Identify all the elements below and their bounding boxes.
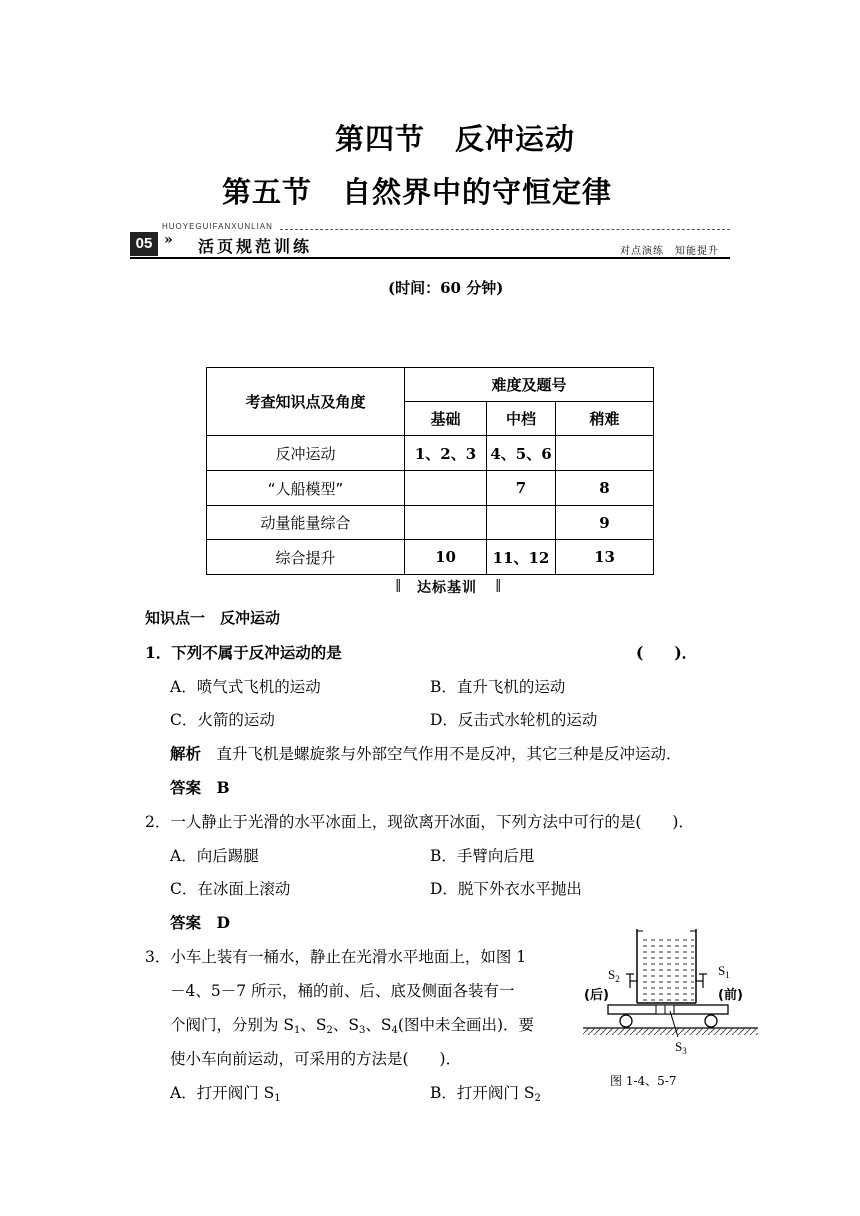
q1-option-b: B．直升飞机的运动 (430, 678, 566, 696)
table-cell-topic: 动量能量综合 (207, 506, 405, 540)
section-tag (395, 577, 505, 595)
q3-subscript: 1 (294, 1025, 301, 1036)
title-section-5: 第五节 自然界中的守恒定律 (222, 175, 613, 209)
cart-bucket-figure (578, 925, 768, 1065)
table-cell-basic: 10 (405, 540, 487, 575)
q3-option-text: B．打开阀门 S (430, 1084, 535, 1102)
analysis-text: 直升飞机是螺旋浆与外部空气作用不是反冲，其它三种是反冲运动． (216, 745, 682, 763)
q3-subscript: 2 (326, 1025, 333, 1036)
question-3-line-2: －4、5－7 所示，桶的前、后、底及侧面各装有一 (170, 982, 515, 1000)
label-s2: $S_2$ (608, 967, 620, 984)
title-section-4: 第四节 反冲运动 (335, 122, 576, 156)
table-cell-medium (487, 506, 556, 540)
table-cell-medium: 4、5、6 (487, 436, 556, 471)
table-header-hard: 稍难 (556, 402, 654, 436)
answer-label: 答案 (170, 779, 202, 797)
question-2-stem: 2．一人静止于光滑的水平冰面上，现欲离开冰面，下列方法中可行的是( )． (145, 813, 694, 831)
cart (583, 1005, 758, 1037)
q3-option-text: A．打开阀门 S (170, 1084, 275, 1102)
table-cell-topic: 综合提升 (207, 540, 405, 575)
q3-subscript: 3 (359, 1025, 366, 1036)
table-cell-basic (405, 506, 487, 540)
question-3-line-4: 使小车向前运动，可采用的方法是( )． (170, 1050, 462, 1068)
banner-right-text: 对点演练 知能提升 (620, 246, 719, 257)
table-header-basic: 基础 (405, 402, 487, 436)
label-s3: $S_3$ (675, 1039, 687, 1056)
table-header-topic: 考查知识点及角度 (207, 368, 405, 436)
answer-label: 答案 (170, 914, 202, 932)
analysis-label: 解析 (170, 745, 202, 763)
valve-s1 (696, 974, 707, 988)
table-header-medium: 中档 (487, 402, 556, 436)
table-row (207, 506, 654, 540)
q1-option-a: A．喷气式飞机的运动 (170, 678, 321, 696)
table-cell-hard: 9 (556, 506, 654, 540)
q3-text: 、S (300, 1016, 327, 1034)
banner-number: 05 (130, 232, 158, 256)
q1-stem-text: 1．下列不属于反冲运动的是 (145, 643, 342, 662)
table-cell-hard (556, 436, 654, 471)
tag-bar-icon: ‖ (495, 578, 500, 593)
knowledge-point-heading: 知识点一 反冲运动 (145, 609, 281, 627)
table-cell-topic: “人船模型” (207, 471, 405, 506)
q3-subscript: 4 (391, 1025, 398, 1036)
label-back: (后) (584, 988, 609, 1003)
table-cell-basic: 1、2、3 (405, 436, 487, 471)
q2-answer (170, 911, 230, 933)
q3-text: (图中未全画出)．要 (397, 1016, 535, 1034)
banner-pinyin: HUOYEGUIFANXUNLIAN (162, 222, 273, 231)
q2-option-a: A．向后踢腿 (170, 847, 259, 865)
q1-answer (170, 776, 230, 798)
table-cell-medium: 11、12 (487, 540, 556, 575)
question-3-line-3 (170, 1013, 534, 1036)
q2-option-c: C．在冰面上滚动 (170, 880, 291, 898)
time-limit: (时间：60 分钟) (388, 279, 504, 297)
tag-bar-icon: ‖ (395, 578, 400, 593)
table-row (207, 540, 654, 575)
section-banner (130, 222, 730, 260)
table-cell-basic (405, 471, 487, 506)
q1-analysis (170, 742, 682, 764)
label-s1: $S_1$ (718, 963, 730, 980)
q3-option-a (170, 1081, 281, 1104)
q1-option-c: C．火箭的运动 (170, 711, 275, 729)
table-row (207, 471, 654, 506)
q1-option-d: D．反击式水轮机的运动 (430, 711, 598, 729)
table-cell-medium: 7 (487, 471, 556, 506)
table-header-difficulty: 难度及题号 (405, 368, 654, 402)
figure-caption: 图 1-4、5-7 (610, 1074, 677, 1088)
question-3-line-1: 3．小车上装有一桶水，静止在光滑水平地面上，如图 1 (145, 948, 527, 966)
banner-underline (130, 257, 730, 259)
banner-dashed-line (280, 229, 730, 230)
q3-subscript: 1 (274, 1093, 281, 1104)
bucket (637, 929, 696, 1003)
section-tag-label: 达标基训 (417, 580, 477, 596)
q2-option-d: D．脱下外衣水平抛出 (430, 880, 582, 898)
q2-option-b: B．手臂向后甩 (430, 847, 535, 865)
answer-value: B (216, 778, 230, 797)
banner-label: 活页规范训练 (198, 237, 313, 256)
answer-value: D (216, 913, 230, 932)
question-1-stem (145, 641, 342, 663)
table-cell-hard: 8 (556, 471, 654, 506)
q3-text: 、S (332, 1016, 360, 1034)
banner-arrow-icon: » (164, 232, 173, 248)
difficulty-table (206, 367, 654, 575)
table-cell-topic: 反冲运动 (207, 436, 405, 471)
valve-s2 (626, 974, 637, 988)
table-cell-hard: 13 (556, 540, 654, 575)
q3-subscript: 2 (534, 1093, 541, 1104)
label-front: (前) (718, 988, 743, 1003)
q3-option-b (430, 1081, 541, 1104)
q3-text: 个阀门，分别为 S (170, 1016, 295, 1034)
table-row (207, 436, 654, 471)
q3-text: 、S (365, 1016, 392, 1034)
q1-paren: ( )． (636, 643, 698, 662)
